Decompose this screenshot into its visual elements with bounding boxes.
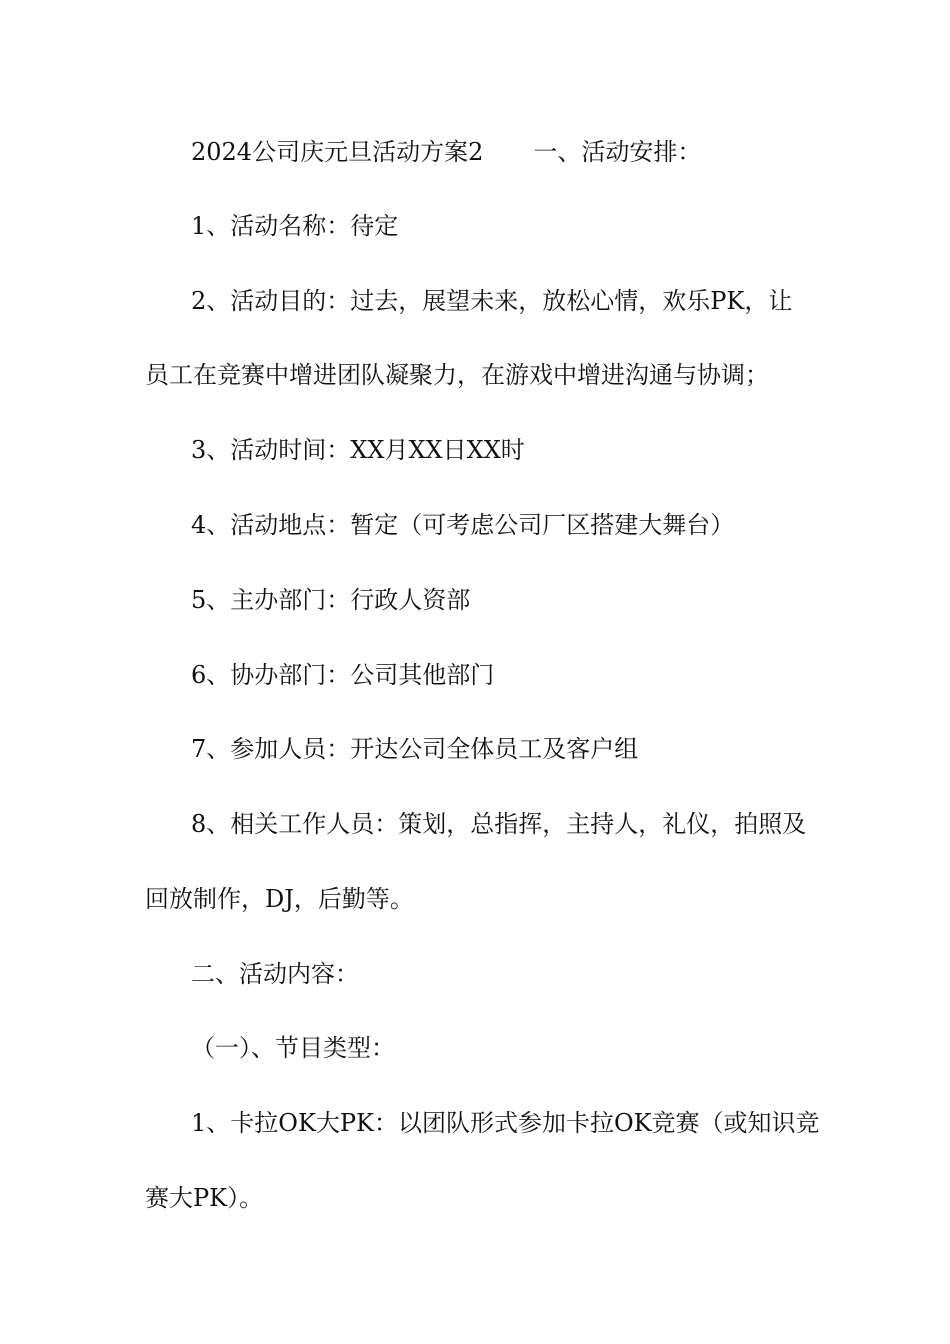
list-item: 6、协办部门：公司其他部门 — [191, 661, 495, 689]
list-item: 3、活动时间：XX月XX日XX时 — [191, 436, 525, 464]
list-item: 8、相关工作人员：策划，总指挥，主持人，礼仪，拍照及 — [191, 810, 807, 838]
section-1-heading: 一、活动安排： — [533, 138, 702, 166]
list-item: 1、活动名称：待定 — [191, 212, 399, 240]
document-title: 2024公司庆元旦活动方案2 — [191, 138, 484, 166]
subsection-heading: （一）、节目类型： — [191, 1034, 395, 1062]
list-item: 5、主办部门：行政人资部 — [191, 586, 471, 614]
list-item: 2、活动目的：过去，展望未来，放松心情，欢乐PK，让 — [191, 287, 793, 315]
list-item-continuation: 回放制作，DJ，后勤等。 — [145, 885, 414, 913]
list-item-continuation: 员工在竞赛中增进团队凝聚力，在游戏中增进沟通与协调； — [145, 361, 769, 389]
section-2-heading: 二、活动内容： — [191, 960, 359, 988]
list-item: 4、活动地点：暂定（可考虑公司厂区搭建大舞台） — [191, 511, 735, 539]
list-item: 7、参加人员：开达公司全体员工及客户组 — [191, 735, 639, 763]
program-item-continuation: 赛大PK）。 — [145, 1184, 264, 1212]
program-item: 1、卡拉OK大PK：以团队形式参加卡拉OK竞赛（或知识竞 — [191, 1109, 820, 1137]
title-line — [191, 137, 701, 167]
